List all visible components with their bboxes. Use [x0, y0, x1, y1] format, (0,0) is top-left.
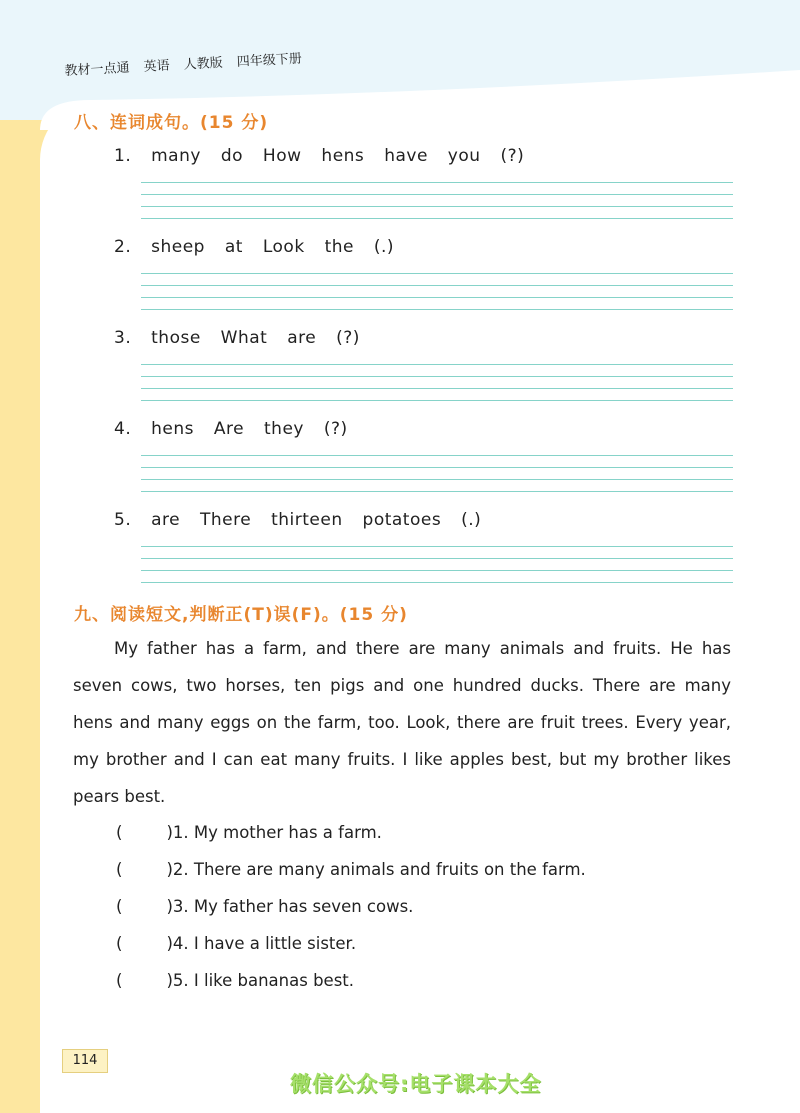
- answer-lines-5[interactable]: [141, 546, 733, 594]
- answer-paren-close: )2.: [166, 860, 189, 879]
- statement-text: There are many animals and fruits on the farm.: [193, 860, 586, 879]
- answer-lines-1[interactable]: [141, 182, 733, 230]
- header-book-title: 教材一点通: [64, 60, 130, 79]
- statement-2: [116, 860, 586, 879]
- answer-paren-close: )1.: [166, 823, 189, 842]
- statement-1: [116, 823, 382, 842]
- statement-4: [116, 934, 356, 953]
- question-2: 2. sheep at Look the (.): [114, 237, 395, 257]
- section-9-title: 九、阅读短文,判断正(T)误(F)。(15 分): [74, 605, 408, 625]
- answer-paren-open[interactable]: (: [116, 934, 123, 953]
- answer-paren-open[interactable]: (: [116, 897, 123, 916]
- answer-paren-open[interactable]: (: [116, 860, 123, 879]
- page-number: 114: [62, 1049, 108, 1073]
- question-3: 3. those What are (?): [114, 328, 360, 348]
- statement-text: My mother has a farm.: [193, 823, 382, 842]
- answer-paren-close: )4.: [166, 934, 189, 953]
- answer-lines-4[interactable]: [141, 455, 733, 503]
- question-4: 4. hens Are they (?): [114, 419, 348, 439]
- header-grade: 四年级下册: [236, 51, 303, 70]
- reading-passage: My father has a farm, and there are many animals and fruits. He has seven cows, two horses, ten pigs and one hundred ducks. There are many hens and many eggs on the farm, too. Look, there are fruit trees. Every year, my brother and I can eat many fruits. I like apples best, but my brother likes pears best.: [73, 639, 731, 806]
- header-subject: 英语: [143, 58, 171, 75]
- answer-paren-close: )3.: [166, 897, 189, 916]
- answer-lines-2[interactable]: [141, 273, 733, 321]
- statement-3: [116, 897, 413, 916]
- statement-text: I have a little sister.: [193, 934, 357, 953]
- answer-paren-close: )5.: [166, 971, 189, 990]
- header-edition: 人教版: [183, 55, 224, 73]
- statement-5: [116, 971, 354, 990]
- answer-paren-open[interactable]: (: [116, 823, 123, 842]
- statement-text: My father has seven cows.: [193, 897, 414, 916]
- watermark-text: 微信公众号:电子课本大全: [290, 1072, 542, 1096]
- answer-lines-3[interactable]: [141, 364, 733, 412]
- question-5: 5. are There thirteen potatoes (.): [114, 510, 482, 530]
- answer-paren-open[interactable]: (: [116, 971, 123, 990]
- statement-text: I like bananas best.: [193, 971, 355, 990]
- question-1: 1. many do How hens have you (?): [114, 146, 525, 166]
- section-8-title: 八、连词成句。(15 分): [74, 113, 269, 133]
